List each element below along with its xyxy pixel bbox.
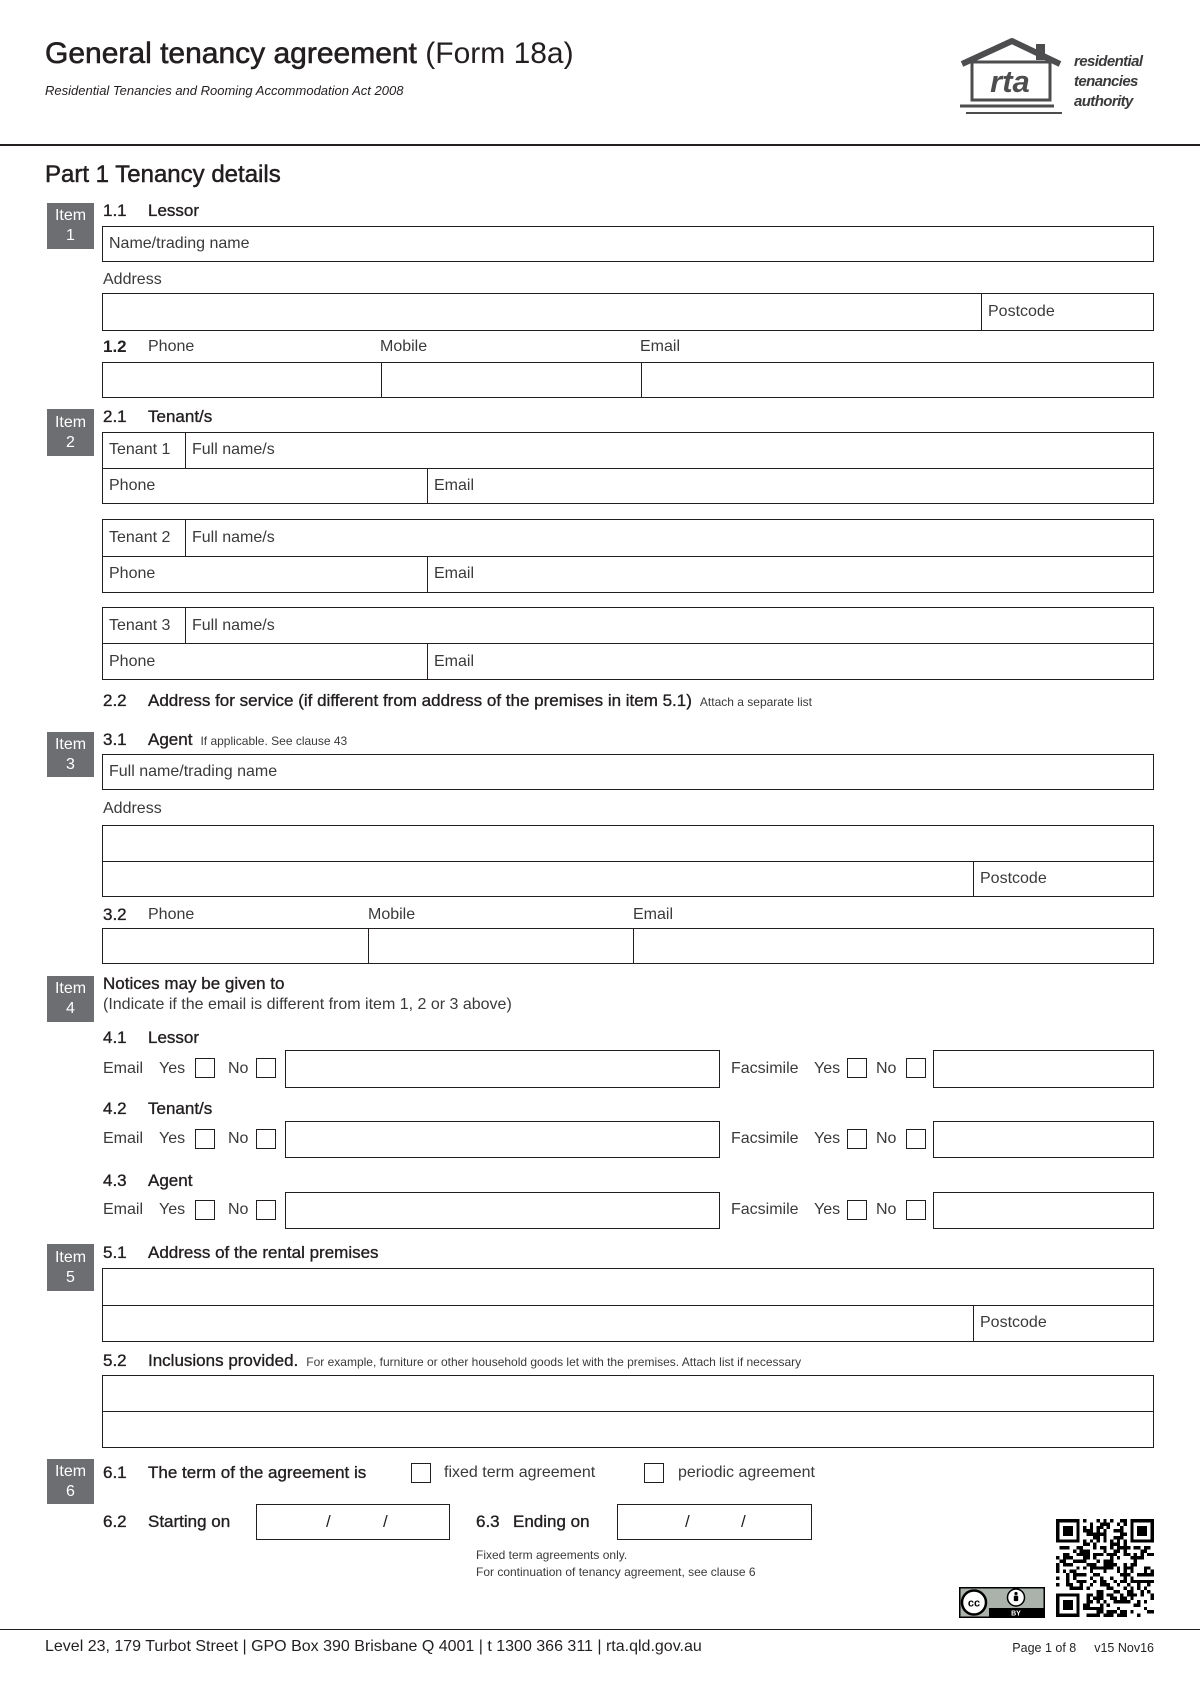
section-subtitle-notices: (Indicate if the email is different from item 1, 2 or 3 above) (103, 996, 512, 1013)
item-number: 5 (66, 1268, 75, 1286)
facsimile-label: Facsimile (731, 1201, 799, 1218)
cc-text: cc (967, 1597, 981, 1610)
tenant-email-no-checkbox[interactable] (256, 1129, 276, 1149)
agent-phone-field[interactable] (103, 929, 368, 963)
form-title-main: General tenancy agreement (45, 37, 417, 70)
lessor-phone-label: Phone (148, 338, 195, 355)
lessor-contact-box (102, 362, 1154, 398)
no-label: No (228, 1201, 249, 1218)
logo-line: tenancies (1074, 73, 1138, 90)
tenant-fax-yes-checkbox[interactable] (847, 1129, 867, 1149)
section-number-6-2: 6.2 (103, 1512, 127, 1531)
end-date-label: Ending on (513, 1512, 590, 1531)
section-number-1-2: 1.2 (103, 337, 127, 356)
field-label: Email (434, 476, 475, 494)
item-word: Item (54, 980, 87, 997)
agent-address-label: Address (103, 800, 162, 817)
section-note: If applicable. See clause 43 (200, 734, 348, 748)
agent-phone-label: Phone (148, 906, 195, 923)
section-title-agent-notices: Agent (148, 1171, 193, 1190)
field-row (103, 520, 1153, 556)
item-number: 1 (66, 227, 75, 244)
address-for-service-heading (148, 691, 812, 712)
agent-fax-no-checkbox[interactable] (906, 1200, 926, 1220)
item-word: Item (54, 735, 87, 753)
rta-logo (958, 36, 1064, 118)
field-label: Postcode (980, 869, 1047, 887)
part-title: Part 1 Tenancy details (45, 161, 281, 188)
agent-notice-fax-field[interactable] (933, 1192, 1154, 1229)
yes-label: Yes (814, 1130, 841, 1147)
field-label: Email (434, 652, 475, 670)
tenant-label: Tenant 2 (109, 528, 171, 546)
field-row (103, 608, 1153, 643)
inclusions-line-1-field[interactable] (103, 1376, 1153, 1411)
email-label: Email (103, 1060, 144, 1077)
tenant-3-label (103, 608, 185, 643)
logo-line: residential (1074, 53, 1143, 70)
tenant-2-phone-field[interactable] (103, 557, 427, 593)
field-label: Postcode (988, 303, 1055, 320)
field-row (103, 1269, 1153, 1305)
tenant-3-name-field[interactable] (185, 608, 1153, 643)
section-title-inclusions: Inclusions provided. (148, 1351, 299, 1370)
field-row (103, 468, 1153, 504)
lessor-fax-no-checkbox[interactable] (906, 1058, 926, 1078)
qr-code (1056, 1519, 1154, 1617)
no-label: No (876, 1130, 897, 1147)
tenant-label: Tenant 3 (109, 616, 171, 634)
section-title-agent: Agent (148, 730, 193, 749)
yes-label: Yes (159, 1130, 186, 1147)
section-number-5-2: 5.2 (103, 1351, 127, 1370)
field-row (103, 294, 1153, 330)
agent-name-field[interactable] (103, 755, 1153, 789)
yes-label: Yes (159, 1060, 186, 1077)
section-title-notices: Notices may be given to (103, 974, 285, 993)
premises-postcode-field[interactable] (973, 1306, 1153, 1342)
no-label: No (876, 1060, 897, 1077)
lessor-phone-field[interactable] (103, 363, 381, 397)
field-row (103, 1376, 1153, 1411)
logo-mark: rta (990, 64, 1030, 99)
agent-email-yes-checkbox[interactable] (195, 1200, 215, 1220)
tenant-1-label (103, 433, 185, 468)
lessor-address-label: Address (103, 271, 162, 288)
date-separator: / (685, 1512, 690, 1531)
field-label: Email (434, 565, 475, 583)
section-title-lessor-notices: Lessor (148, 1028, 200, 1047)
yes-label: Yes (814, 1201, 841, 1218)
section-note: For example, furniture or other household goods let with the premises. Attach list if necessary (306, 1355, 802, 1369)
item-number: 6 (66, 1482, 75, 1500)
agent-address-line-2-field[interactable] (103, 862, 973, 897)
end-date-field[interactable] (617, 1504, 812, 1540)
fixed-term-checkbox[interactable] (411, 1463, 431, 1483)
item-word: Item (54, 207, 87, 224)
field-label: Name/trading name (109, 235, 250, 252)
field-label: Full name/s (192, 616, 275, 634)
email-label: Email (103, 1130, 144, 1147)
section-number-4-3: 4.3 (103, 1171, 127, 1190)
field-row (103, 227, 1153, 261)
field-label: Full name/trading name (109, 763, 278, 780)
lessor-email-no-checkbox[interactable] (256, 1058, 276, 1078)
agent-email-no-checkbox[interactable] (256, 1200, 276, 1220)
end-date-note-2: For continuation of tenancy agreement, see clause 6 (476, 1565, 756, 1579)
lessor-email-field[interactable] (641, 363, 1153, 397)
date-separator: / (383, 1512, 388, 1531)
item-word: Item (54, 1462, 87, 1480)
field-row (103, 556, 1153, 593)
tenant-fax-no-checkbox[interactable] (906, 1129, 926, 1149)
field-label: Postcode (980, 1314, 1047, 1332)
agent-heading (148, 730, 347, 751)
periodic-label: periodic agreement (678, 1464, 815, 1481)
item-3-badge (47, 732, 94, 777)
field-row (103, 929, 1153, 963)
agent-name-box (102, 754, 1154, 790)
item-2-badge (47, 409, 94, 456)
tenant-1-name-field[interactable] (185, 433, 1153, 468)
item-1-badge (47, 203, 94, 249)
section-number-3-2: 3.2 (103, 905, 127, 924)
tenant-2-label (103, 520, 185, 556)
section-number-5-1: 5.1 (103, 1243, 127, 1262)
lessor-email-yes-checkbox[interactable] (195, 1058, 215, 1078)
end-date-note-1: Fixed term agreements only. (476, 1548, 628, 1562)
field-label: Phone (109, 565, 156, 583)
lessor-mobile-label: Mobile (380, 338, 428, 355)
inclusions-line-2-field[interactable] (103, 1412, 1153, 1447)
tenant-2-box (102, 519, 1154, 593)
premises-address-line-2-field[interactable] (103, 1306, 973, 1342)
section-number-4-1: 4.1 (103, 1028, 127, 1047)
section-number-6-1: 6.1 (103, 1463, 127, 1482)
section-title-lessor: Lessor (148, 201, 200, 220)
yes-label: Yes (159, 1201, 186, 1218)
lessor-name-field[interactable] (103, 227, 1153, 261)
tenant-2-email-field[interactable] (427, 557, 1153, 593)
tenant-notice-fax-field[interactable] (933, 1121, 1154, 1158)
agent-notice-email-field[interactable] (285, 1192, 720, 1229)
section-title-address-for-service: Address for service (if different from address of the premises in item 5.1) (148, 691, 692, 710)
email-label: Email (103, 1201, 144, 1218)
item-5-badge (47, 1244, 94, 1291)
field-row (103, 363, 1153, 397)
agent-fax-yes-checkbox[interactable] (847, 1200, 867, 1220)
section-title-premises: Address of the rental premises (148, 1243, 379, 1262)
item-word: Item (54, 1248, 87, 1266)
field-row (103, 1411, 1153, 1447)
by-text: BY (1011, 1610, 1021, 1618)
no-label: No (228, 1130, 249, 1147)
lessor-mobile-field[interactable] (381, 363, 641, 397)
field-row (103, 861, 1153, 897)
tenant-label: Tenant 1 (109, 441, 171, 459)
lessor-name-box (102, 226, 1154, 262)
lessor-notice-email-field[interactable] (285, 1050, 720, 1088)
item-number: 4 (66, 1000, 75, 1017)
section-title-tenants-notices: Tenant/s (148, 1099, 213, 1118)
rta-house-icon (958, 36, 1064, 118)
section-number-2-2: 2.2 (103, 691, 127, 710)
field-row (103, 1305, 1153, 1342)
agent-address-line-1-field[interactable] (103, 826, 1153, 861)
field-label: Full name/s (192, 528, 275, 546)
tenant-email-yes-checkbox[interactable] (195, 1129, 215, 1149)
item-6-badge (47, 1459, 94, 1504)
logo-wordmark (1074, 52, 1142, 112)
form-version: v15 Nov16 (1094, 1641, 1154, 1655)
date-separator: / (741, 1512, 746, 1531)
lessor-notice-fax-field[interactable] (933, 1050, 1154, 1088)
act-subtitle: Residential Tenancies and Rooming Accommodation Act 2008 (45, 83, 404, 98)
inclusions-heading (148, 1351, 801, 1372)
term-question: The term of the agreement is (148, 1463, 367, 1482)
section-number-3-1: 3.1 (103, 730, 127, 749)
yes-label: Yes (814, 1060, 841, 1077)
lessor-fax-yes-checkbox[interactable] (847, 1058, 867, 1078)
inclusions-box (102, 1375, 1154, 1448)
facsimile-label: Facsimile (731, 1130, 799, 1147)
agent-email-label: Email (633, 906, 674, 923)
field-row (103, 826, 1153, 861)
cc-by-license-badge (959, 1587, 1045, 1618)
premises-address-line-1-field[interactable] (103, 1269, 1153, 1305)
facsimile-label: Facsimile (731, 1060, 799, 1077)
section-number-2-1: 2.1 (103, 407, 127, 426)
field-label: Phone (109, 652, 156, 670)
agent-mobile-field[interactable] (368, 929, 633, 963)
form-title (45, 36, 574, 72)
item-4-badge (47, 976, 94, 1022)
footer-divider (0, 1629, 1200, 1630)
agent-contact-box (102, 928, 1154, 964)
lessor-address-field[interactable] (103, 294, 981, 330)
agent-mobile-label: Mobile (368, 906, 416, 923)
lessor-email-label: Email (640, 338, 681, 355)
fixed-term-label: fixed term agreement (444, 1464, 596, 1481)
header-divider (0, 144, 1200, 146)
agent-email-field[interactable] (633, 929, 1153, 963)
footer-page-info (1012, 1640, 1154, 1656)
no-label: No (228, 1060, 249, 1077)
agent-postcode-field[interactable] (973, 862, 1153, 897)
field-row (103, 433, 1153, 468)
page-number: Page 1 of 8 (1012, 1641, 1077, 1655)
field-label: Full name/s (192, 441, 275, 459)
item-number: 3 (66, 755, 75, 773)
start-date-field[interactable] (256, 1504, 450, 1540)
item-number: 2 (66, 433, 75, 451)
section-note: Attach a separate list (699, 695, 812, 709)
section-number-1-1: 1.1 (103, 201, 127, 220)
premises-address-box (102, 1268, 1154, 1342)
lessor-address-box (102, 293, 1154, 331)
footer-contact: Level 23, 179 Turbot Street | GPO Box 390 Brisbane Q 4001 | t 1300 366 311 | rta.qld.gov.au (45, 1638, 702, 1655)
start-date-label: Starting on (148, 1512, 231, 1531)
logo-line: authority (1074, 93, 1133, 110)
section-number-6-3: 6.3 (476, 1512, 500, 1531)
date-separator: / (326, 1512, 331, 1531)
agent-address-box (102, 825, 1154, 897)
field-row (103, 755, 1153, 789)
field-row (103, 643, 1153, 679)
no-label: No (876, 1201, 897, 1218)
periodic-checkbox[interactable] (644, 1463, 664, 1483)
tenant-notice-email-field[interactable] (285, 1121, 720, 1158)
lessor-postcode-field[interactable] (981, 294, 1153, 330)
tenant-1-box (102, 432, 1154, 504)
item-word: Item (54, 413, 87, 431)
tenant-1-phone-field[interactable] (103, 469, 427, 504)
tenant-3-phone-field[interactable] (103, 644, 427, 679)
tenant-1-email-field[interactable] (427, 469, 1153, 504)
tenant-3-email-field[interactable] (427, 644, 1153, 679)
section-title-tenants: Tenant/s (148, 407, 213, 426)
tenant-2-name-field[interactable] (185, 520, 1153, 556)
tenant-3-box (102, 607, 1154, 680)
form-title-number: (Form 18a) (425, 37, 574, 70)
section-number-4-2: 4.2 (103, 1099, 127, 1118)
field-label: Phone (109, 476, 156, 494)
